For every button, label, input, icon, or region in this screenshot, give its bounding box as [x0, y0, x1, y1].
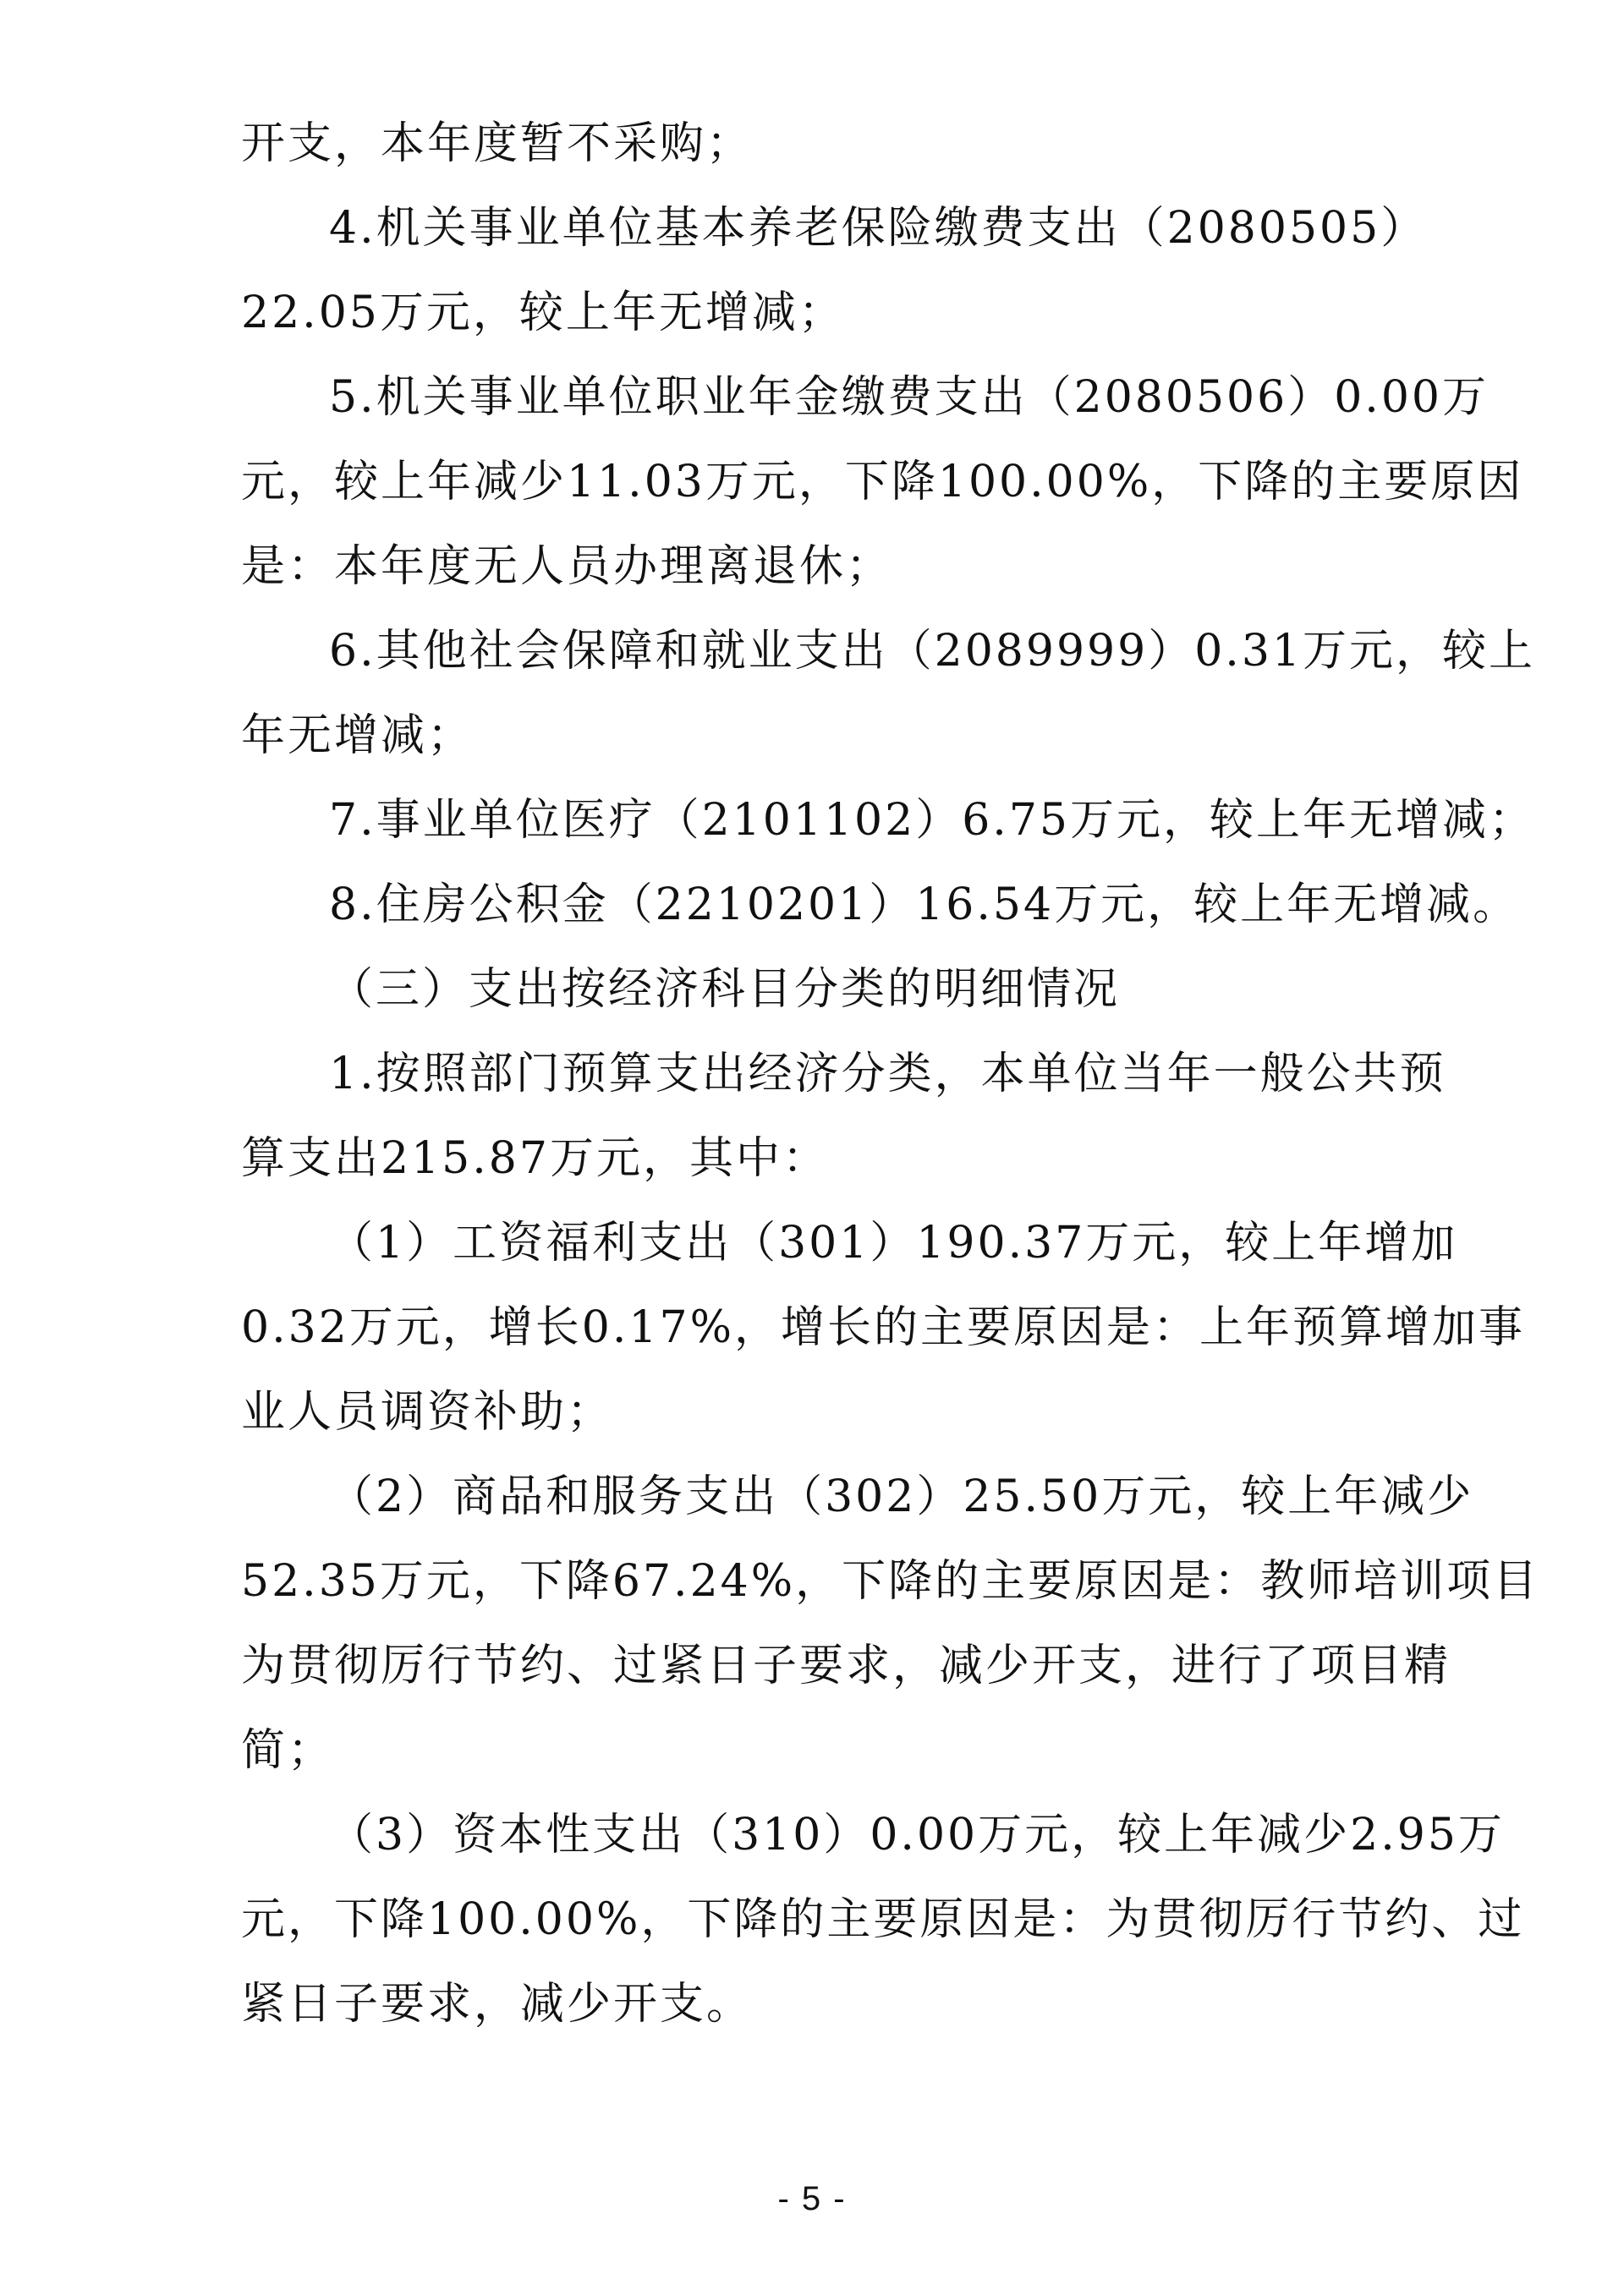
paragraph-line: 紧日子要求，减少开支。	[241, 1979, 754, 2030]
section-heading: （三）支出按经济科目分类的明细情况	[329, 964, 1121, 1015]
page-number: - 5 -	[777, 2180, 847, 2217]
paragraph-line: （1）工资福利支出（301）190.37万元，较上年增加	[329, 1218, 1458, 1269]
paragraph-line: 0.32万元，增长0.17%，增长的主要原因是：上年预算增加事	[241, 1302, 1525, 1353]
paragraph-line: 8.住房公积金（2210201）16.54万元，较上年无增减。	[329, 879, 1520, 930]
paragraph-line: 1.按照部门预算支出经济分类，本单位当年一般公共预	[329, 1049, 1446, 1099]
paragraph-line: 开支，本年度暂不采购；	[241, 118, 754, 169]
paragraph-line: （3）资本性支出（310）0.00万元，较上年减少2.95万	[329, 1810, 1505, 1860]
paragraph-line: 是：本年度无人员办理离退休；	[241, 541, 893, 592]
paragraph-line: 7.事业单位医疗（2101102）6.75万元，较上年无增减；	[329, 795, 1535, 846]
paragraph-line: 52.35万元，下降67.24%，下降的主要原因是：教师培训项目	[241, 1556, 1540, 1607]
paragraph-line: 元，较上年减少11.03万元，下降100.00%，下降的主要原因	[241, 457, 1524, 507]
paragraph-line: 简；	[241, 1725, 335, 1776]
paragraph-line: 4.机关事业单位基本养老保险缴费支出（2080505）	[329, 203, 1428, 254]
paragraph-line: 22.05万元，较上年无增减；	[241, 288, 845, 338]
body-text	[241, 101, 1540, 2047]
paragraph-line: （2）商品和服务支出（302）25.50万元，较上年减少	[329, 1471, 1474, 1522]
paragraph-line: 算支出215.87万元，其中：	[241, 1133, 829, 1184]
paragraph-line: 年无增减；	[241, 710, 475, 761]
paragraph-line: 6.其他社会保障和就业支出（2089999）0.31万元，较上	[329, 626, 1535, 677]
paragraph-line: 元，下降100.00%，下降的主要原因是：为贯彻厉行节约、过	[241, 1894, 1525, 1945]
paragraph-line: 业人员调资补助；	[241, 1387, 614, 1438]
paragraph-line: 为贯彻厉行节约、过紧日子要求，减少开支，进行了项目精	[241, 1641, 1451, 1691]
paragraph-line: 5.机关事业单位职业年金缴费支出（2080506）0.00万	[329, 372, 1489, 423]
